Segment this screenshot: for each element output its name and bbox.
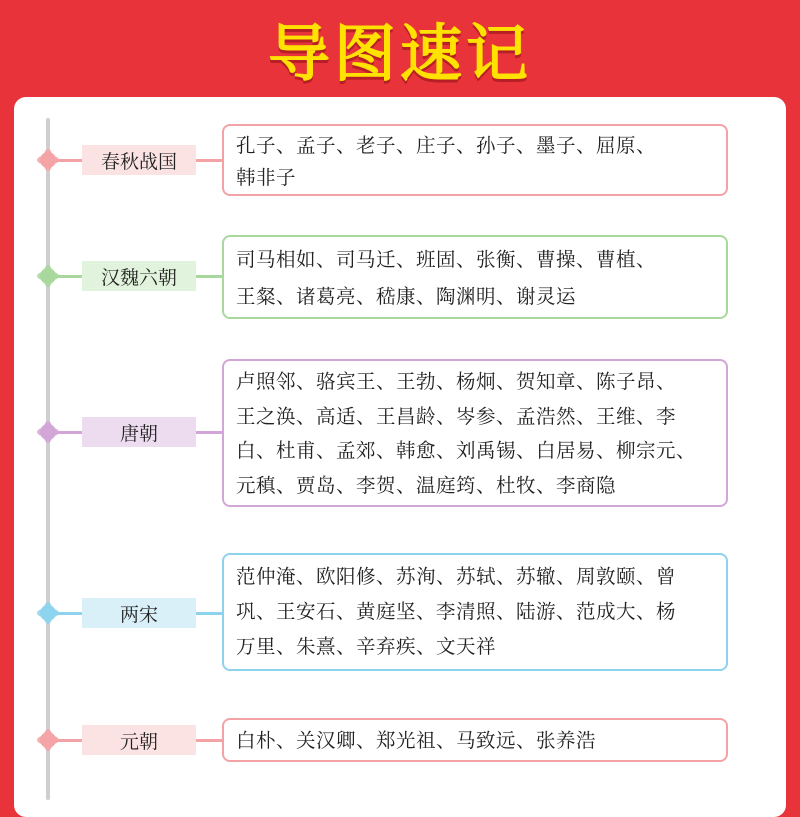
era-node-icon	[40, 732, 56, 748]
author-box	[222, 359, 728, 507]
era-label: 春秋战国	[82, 145, 196, 175]
author-list-line: 白、杜甫、孟郊、韩愈、刘禹锡、白居易、柳宗元、	[236, 439, 697, 462]
author-list-line: 元稹、贾岛、李贺、温庭筠、杜牧、李商隐	[236, 473, 617, 497]
era-connector	[56, 739, 82, 742]
author-list-line: 巩、王安石、黄庭坚、李清照、陆游、范成大、杨	[236, 600, 677, 623]
author-list-line: 韩非子	[236, 166, 297, 189]
era-label: 元朝	[82, 725, 196, 755]
era-label: 汉魏六朝	[82, 261, 196, 291]
era-connector	[56, 275, 82, 278]
era-node-icon	[40, 605, 56, 621]
author-list-line: 王粲、诸葛亮、嵇康、陶渊明、谢灵运	[236, 285, 577, 308]
author-box	[222, 235, 728, 319]
author-box	[222, 718, 728, 762]
era-link	[196, 739, 222, 742]
author-list-line: 司马相如、司马迁、班固、张衡、曹操、曹植、	[236, 248, 657, 271]
era-node-icon	[40, 152, 56, 168]
era-link	[196, 159, 222, 162]
era-connector	[56, 431, 82, 434]
author-box	[222, 124, 728, 196]
author-list-line: 孔子、孟子、老子、庄子、孙子、墨子、屈原、	[236, 134, 657, 157]
era-link	[196, 431, 222, 434]
author-list-line: 卢照邻、骆宾王、王勃、杨炯、贺知章、陈子昂、	[236, 370, 677, 393]
era-label: 唐朝	[82, 417, 196, 447]
author-box	[222, 553, 728, 671]
era-node-icon	[40, 424, 56, 440]
author-list-line: 范仲淹、欧阳修、苏洵、苏轼、苏辙、周敦颐、曾	[236, 565, 677, 588]
era-connector	[56, 612, 82, 615]
timeline-spine	[46, 118, 50, 800]
author-list-line: 王之涣、高适、王昌龄、岑参、孟浩然、王维、李	[236, 404, 677, 428]
era-link	[196, 612, 222, 615]
era-link	[196, 275, 222, 278]
author-list-line: 万里、朱熹、辛弃疾、文天祥	[236, 635, 497, 658]
era-connector	[56, 159, 82, 162]
author-list-line: 白朴、关汉卿、郑光祖、马致远、张养浩	[236, 729, 597, 752]
page-title: 导图速记	[267, 16, 532, 90]
era-label: 两宋	[82, 598, 196, 628]
era-node-icon	[40, 268, 56, 284]
